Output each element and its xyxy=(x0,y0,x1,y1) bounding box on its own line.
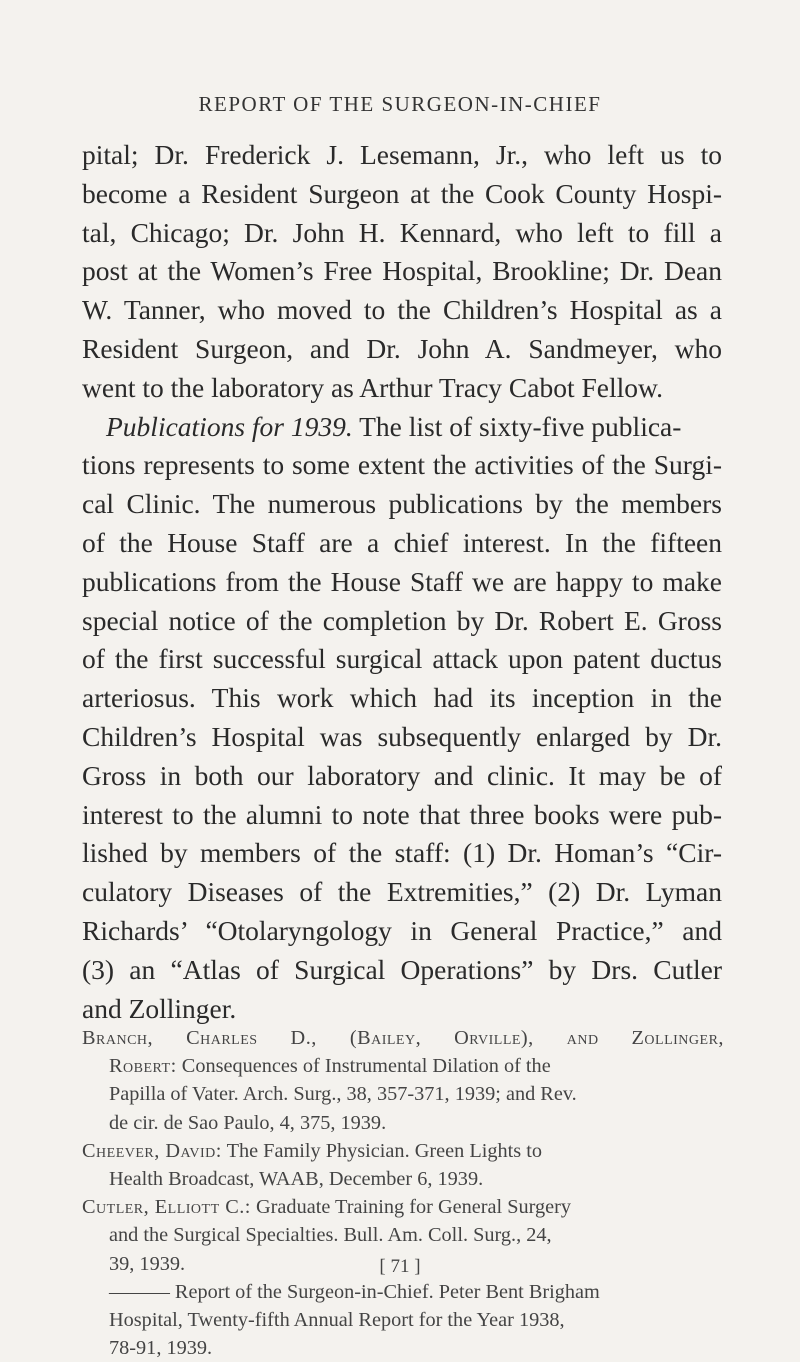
body-line: tions represents to some extent the activities of the Surgi- xyxy=(82,449,722,481)
reference-author: Cheever, David: xyxy=(82,1139,222,1162)
reference-entry xyxy=(82,1137,724,1193)
body-line: pital; Dr. Frederick J. Lesemann, Jr., who left us to xyxy=(82,139,722,170)
publications-paragraph-first-line xyxy=(82,408,722,447)
reference-line: 39, 1939. xyxy=(109,1252,186,1275)
reference-author: Cutler, Elliott C.: xyxy=(82,1196,251,1219)
reference-entry xyxy=(82,1278,724,1362)
reference-author: Branch, Charles D., (Bailey, Orville), and Zollinger, xyxy=(82,1027,724,1049)
body-line: special notice of the completion by Dr. Robert E. Gross xyxy=(82,604,722,636)
reference-list xyxy=(82,1024,724,1362)
body-line: and Zollinger. xyxy=(82,992,237,1024)
body-text xyxy=(82,136,722,1028)
body-line: cal Clinic. The numerous publications by the members xyxy=(82,488,722,520)
reference-line: Health Broadcast, WAAB, December 6, 1939. xyxy=(109,1167,484,1190)
reference-line xyxy=(82,1278,724,1306)
running-head: REPORT OF THE SURGEON-IN-CHIEF xyxy=(198,92,602,116)
reference-author: Robert: xyxy=(109,1055,177,1078)
body-line: W. Tanner, who moved to the Children’s Hospital as a xyxy=(82,294,722,326)
reference-author-dash: ——— xyxy=(109,1280,170,1303)
reference-line: Papilla of Vater. Arch. Surg., 38, 357-371, 1939; and Rev. xyxy=(109,1083,577,1106)
body-line: publications from the House Staff we are happy to make xyxy=(82,565,722,597)
body-line: Richards’ “Otolaryngology in General Practice,” and xyxy=(82,914,722,946)
body-line: Gross in both our laboratory and clinic. It may be of xyxy=(82,759,722,791)
reference-title: The Family Physician. Green Lights to xyxy=(221,1139,543,1162)
reference-title: Graduate Training for General Surgery xyxy=(250,1196,572,1219)
body-line: Children’s Hospital was subsequently enlarged by Dr. xyxy=(82,720,722,752)
reference-title: Consequences of Instrumental Dilation of the xyxy=(176,1055,551,1078)
body-line: of the House Staff are a chief interest. In the fifteen xyxy=(82,526,722,558)
body-line: culatory Diseases of the Extremities,” (2) Dr. Lyman xyxy=(82,876,722,908)
publications-heading: Publications for 1939. xyxy=(106,410,353,442)
body-line: post at the Women’s Free Hospital, Brookline; Dr. Dean xyxy=(82,255,722,287)
body-line: tal, Chicago; Dr. John H. Kennard, who left to fill a xyxy=(82,216,722,248)
reference-line: de cir. de Sao Paulo, 4, 375, 1939. xyxy=(109,1111,387,1134)
body-line: become a Resident Surgeon at the Cook County Hospi- xyxy=(82,177,722,209)
body-line: of the first successful surgical attack upon patent ductus xyxy=(82,643,722,675)
body-line: arteriosus. This work which had its inception in the xyxy=(82,682,722,714)
reference-line: and the Surgical Specialties. Bull. Am. Coll. Surg., 24, xyxy=(109,1224,552,1247)
body-line: interest to the alumni to note that three books were pub- xyxy=(82,798,722,830)
reference-entry xyxy=(82,1024,724,1137)
body-line-fragment: The list of sixty-five publica- xyxy=(352,410,682,442)
reference-line xyxy=(82,1193,724,1221)
reference-title: Report of the Surgeon-in-Chief. Peter Bent Brigham xyxy=(169,1280,600,1303)
body-line: Resident Surgeon, and Dr. John A. Sandmeyer, who xyxy=(82,332,722,364)
reference-line: Hospital, Twenty-fifth Annual Report for the Year 1938, xyxy=(109,1308,565,1331)
reference-line xyxy=(82,1052,724,1080)
page-number: [ 71 ] xyxy=(379,1256,421,1277)
body-line: lished by members of the staff: (1) Dr. Homan’s “Cir- xyxy=(82,837,722,869)
reference-line xyxy=(82,1137,724,1165)
body-line: (3) an “Atlas of Surgical Operations” by Drs. Cutler xyxy=(82,953,722,985)
reference-line: 78-91, 1939. xyxy=(109,1337,213,1360)
body-line: went to the laboratory as Arthur Tracy Cabot Fellow. xyxy=(82,371,663,403)
